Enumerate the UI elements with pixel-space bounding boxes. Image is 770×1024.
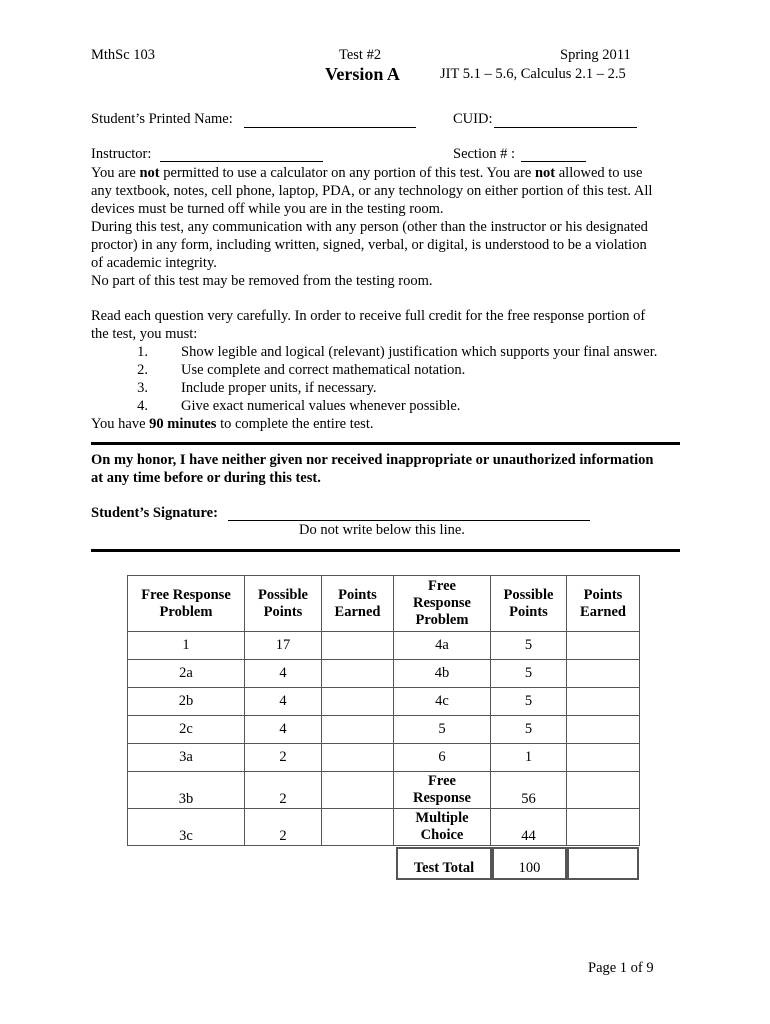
page-number: Page 1 of 9 [588, 960, 654, 976]
instructions-paragraph: Read each question very carefully. In order to receive full credit for the free response portion of the test, you must: [91, 308, 646, 342]
honor-pledge: On my honor, I have neither given nor received inappropriate or unauthorized information at any time before or during this test. [91, 452, 654, 486]
signature-field[interactable] [228, 520, 590, 521]
table-row: 3c 2 Multiple Choice 44 [128, 809, 640, 846]
earned-cell[interactable] [567, 716, 640, 744]
cuid-label: CUID: [453, 111, 493, 127]
instructor-field[interactable] [160, 161, 323, 162]
earned-cell[interactable] [567, 772, 640, 809]
time-limit: You have 90 minutes to complete the entire test. [91, 416, 374, 432]
table-row: 3a 2 6 1 [128, 744, 640, 772]
divider-top [91, 442, 680, 445]
earned-cell[interactable] [322, 716, 394, 744]
earned-cell[interactable] [322, 744, 394, 772]
version-label: Version A [325, 64, 400, 84]
test-total-earned[interactable] [567, 847, 639, 880]
table-row: 2c 4 5 5 [128, 716, 640, 744]
table-header-row [128, 576, 640, 632]
earned-cell[interactable] [322, 660, 394, 688]
earned-cell[interactable] [322, 688, 394, 716]
earned-cell[interactable] [322, 632, 394, 660]
header-possible: Possible Points [245, 576, 322, 632]
test-number: Test #2 [339, 47, 382, 63]
table-row: 2a 4 4b 5 [128, 660, 640, 688]
earned-cell[interactable] [322, 772, 394, 809]
term: Spring 2011 [560, 47, 631, 63]
section-label: Section # : [453, 146, 516, 162]
test-total-value: 100 [492, 847, 567, 880]
table-row: 1 17 4a 5 [128, 632, 640, 660]
instructor-label: Instructor: [91, 146, 152, 162]
cuid-field[interactable] [494, 127, 637, 128]
divider-bottom [91, 549, 680, 552]
score-table [127, 575, 640, 846]
name-label: Student’s Printed Name: [91, 111, 233, 127]
header-earned-2: Points Earned [567, 576, 640, 632]
signature-label: Student’s Signature: [91, 505, 218, 521]
earned-cell[interactable] [567, 688, 640, 716]
name-field[interactable] [244, 127, 416, 128]
header-possible-2: Possible Points [491, 576, 567, 632]
header-problem: Free Response Problem [128, 576, 245, 632]
no-write-notice: Do not write below this line. [299, 522, 465, 538]
course-code: MthSc 103 [91, 47, 156, 63]
earned-cell[interactable] [567, 660, 640, 688]
earned-cell[interactable] [567, 632, 640, 660]
table-row: 2b 4 4c 5 [128, 688, 640, 716]
table-row: 3b 2 Free Response 56 [128, 772, 640, 809]
earned-cell[interactable] [567, 744, 640, 772]
test-total-table [396, 847, 639, 880]
header-earned: Points Earned [322, 576, 394, 632]
coverage: JIT 5.1 – 5.6, Calculus 2.1 – 2.5 [440, 66, 626, 82]
earned-cell[interactable] [567, 809, 640, 846]
earned-cell[interactable] [322, 809, 394, 846]
section-field[interactable] [521, 161, 586, 162]
rules-paragraph: You are not permitted to use a calculator on any portion of this test. You are not allowed to use any textbook, notes, cell phone, laptop, PDA, or any technology on either portion of this test. All devices must be turned off while you are in the testing room. During this test, any communication with any person (other than the instructor or his designated proctor) in any form, including written, signed, verbal, or digital, is understood to be a violation of academic integrity. No part of this test may be removed from the testing room. [91, 165, 653, 289]
header-problem-2: Free Response Problem [394, 576, 491, 632]
test-total-label: Test Total [396, 847, 492, 880]
